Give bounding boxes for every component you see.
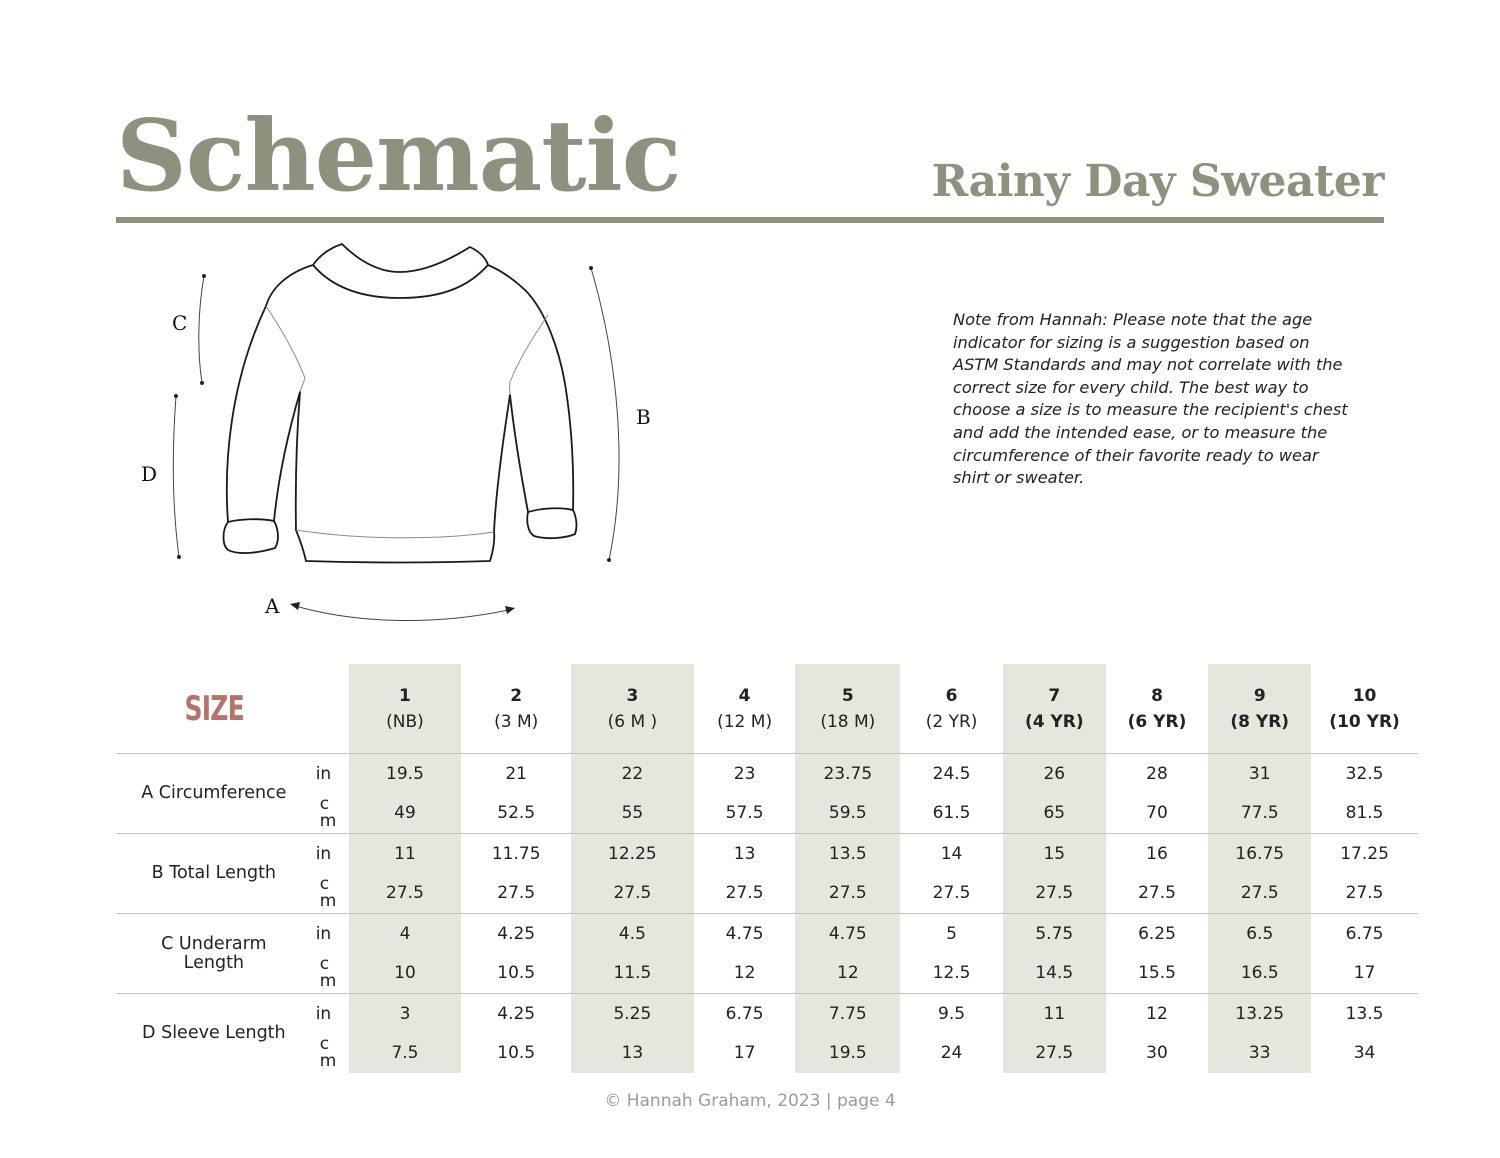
size-number: 10 bbox=[1352, 685, 1377, 706]
table-cell: 4 bbox=[349, 914, 462, 954]
table-cell: 11 bbox=[349, 834, 462, 874]
label-d: D bbox=[141, 462, 158, 486]
table-cell: 77.5 bbox=[1208, 794, 1311, 834]
size-header-10 bbox=[1311, 664, 1418, 754]
table-cell: 7.5 bbox=[349, 1034, 462, 1074]
table-cell: 21 bbox=[461, 754, 571, 794]
size-number: 4 bbox=[738, 685, 751, 706]
table-cell: 17 bbox=[1353, 963, 1376, 984]
page-title: Schematic bbox=[116, 99, 681, 214]
size-header-5 bbox=[795, 664, 900, 754]
unit-heading-cell bbox=[312, 664, 349, 754]
size-number: 2 bbox=[510, 685, 523, 706]
table-cell: 27.5 bbox=[571, 874, 694, 914]
table-cell: 27.5 bbox=[1138, 883, 1176, 904]
table-row bbox=[116, 834, 1418, 874]
unit-cm: c m bbox=[319, 954, 337, 992]
table-cell: 6.75 bbox=[694, 994, 796, 1034]
table-cell: 17.25 bbox=[1311, 834, 1418, 874]
table-row bbox=[116, 794, 1418, 834]
table-cell: 23 bbox=[694, 754, 796, 794]
table-cell: 12.5 bbox=[932, 963, 971, 984]
table-cell: 12 bbox=[733, 963, 756, 984]
table-cell: 27.5 bbox=[725, 883, 764, 904]
size-header-1 bbox=[349, 664, 462, 754]
table-cell: 13.5 bbox=[1311, 994, 1418, 1034]
unit-cm: c m bbox=[319, 874, 337, 912]
table-cell: 6.75 bbox=[1311, 914, 1418, 954]
size-age: (4 YR) bbox=[1024, 711, 1084, 732]
size-age: (8 YR) bbox=[1230, 711, 1290, 732]
table-cell: 9.5 bbox=[900, 994, 1003, 1034]
table-cell: 13 bbox=[694, 834, 796, 874]
table-cell: 24 bbox=[940, 1043, 963, 1064]
table-cell: 52.5 bbox=[497, 803, 536, 824]
table-cell: 23.75 bbox=[795, 754, 900, 794]
label-b: B bbox=[636, 405, 651, 429]
table-row bbox=[116, 994, 1418, 1034]
table-cell: 12.25 bbox=[571, 834, 694, 874]
table-cell: 70 bbox=[1146, 803, 1168, 824]
table-cell: 6.25 bbox=[1106, 914, 1209, 954]
size-age: (3 M) bbox=[494, 711, 539, 732]
table-cell: 27.5 bbox=[497, 883, 536, 904]
size-header-9 bbox=[1208, 664, 1311, 754]
size-age: (10 YR) bbox=[1329, 711, 1400, 732]
size-number: 9 bbox=[1253, 685, 1266, 706]
table-cell: 11.5 bbox=[571, 954, 694, 994]
table-cell: 15.5 bbox=[1138, 963, 1176, 984]
unit-in: in bbox=[312, 994, 349, 1034]
size-age: (12 M) bbox=[717, 711, 773, 732]
table-cell: 27.5 bbox=[795, 874, 900, 914]
table-cell: 4.5 bbox=[571, 914, 694, 954]
table-cell: 11 bbox=[1003, 994, 1106, 1034]
table-cell: 27.5 bbox=[1003, 1034, 1106, 1074]
table-cell: 22 bbox=[571, 754, 694, 794]
size-number: 7 bbox=[1048, 685, 1061, 706]
table-row bbox=[116, 754, 1418, 794]
label-c: C bbox=[172, 311, 188, 335]
size-age: (6 M ) bbox=[607, 711, 658, 732]
table-cell: 10.5 bbox=[497, 963, 536, 984]
measurement-label: C Underarm Length bbox=[116, 914, 312, 994]
size-header-3 bbox=[571, 664, 694, 754]
table-cell: 61.5 bbox=[932, 803, 971, 824]
unit-cm: c m bbox=[319, 1034, 337, 1072]
size-number: 1 bbox=[399, 685, 411, 706]
table-cell: 27.5 bbox=[1003, 874, 1106, 914]
size-heading-cell bbox=[116, 664, 312, 754]
table-cell: 10.5 bbox=[497, 1043, 536, 1064]
unit-in: in bbox=[312, 914, 349, 954]
table-cell: 15 bbox=[1003, 834, 1106, 874]
table-row bbox=[116, 874, 1418, 914]
label-a: A bbox=[265, 594, 280, 618]
table-cell: 57.5 bbox=[725, 803, 764, 824]
table-row bbox=[116, 954, 1418, 994]
size-header-7 bbox=[1003, 664, 1106, 754]
table-cell: 3 bbox=[349, 994, 462, 1034]
table-cell: 27.5 bbox=[349, 874, 462, 914]
size-age: (6 YR) bbox=[1127, 711, 1187, 732]
table-cell: 55 bbox=[571, 794, 694, 834]
table-cell: 28 bbox=[1106, 754, 1209, 794]
size-number: 5 bbox=[841, 685, 854, 706]
sweater-outline bbox=[224, 244, 577, 563]
size-header-4 bbox=[694, 664, 796, 754]
measurement-label: D Sleeve Length bbox=[116, 994, 312, 1074]
measure-lines bbox=[173, 268, 619, 621]
table-cell: 16 bbox=[1106, 834, 1209, 874]
size-number: 6 bbox=[945, 685, 958, 706]
table-cell: 19.5 bbox=[795, 1034, 900, 1074]
table-cell: 30 bbox=[1146, 1043, 1168, 1064]
table-cell: 49 bbox=[349, 794, 462, 834]
table-cell: 65 bbox=[1003, 794, 1106, 834]
table-cell: 4.25 bbox=[461, 994, 571, 1034]
table-cell: 16.5 bbox=[1208, 954, 1311, 994]
size-number: 8 bbox=[1151, 685, 1163, 706]
table-cell: 7.75 bbox=[795, 994, 900, 1034]
table-cell: 4.75 bbox=[795, 914, 900, 954]
page-footer: © Hannah Graham, 2023 | page 4 bbox=[604, 1091, 896, 1111]
size-heading: SIZE bbox=[184, 688, 244, 729]
sweater-schematic bbox=[120, 230, 680, 650]
table-cell: 27.5 bbox=[1208, 874, 1311, 914]
table-cell: 81.5 bbox=[1345, 803, 1384, 824]
size-header-8 bbox=[1106, 664, 1209, 754]
table-cell: 33 bbox=[1208, 1034, 1311, 1074]
unit-in: in bbox=[312, 754, 349, 794]
size-age: (2 YR) bbox=[925, 711, 978, 732]
table-cell: 59.5 bbox=[795, 794, 900, 834]
table-cell: 4.75 bbox=[694, 914, 796, 954]
size-age: (18 M) bbox=[820, 711, 876, 732]
table-cell: 12 bbox=[1106, 994, 1209, 1034]
measurement-label: A Circumference bbox=[116, 754, 312, 834]
table-cell: 5 bbox=[900, 914, 1003, 954]
table-cell: 32.5 bbox=[1311, 754, 1418, 794]
size-number: 3 bbox=[626, 685, 639, 706]
table-cell: 5.75 bbox=[1003, 914, 1106, 954]
unit-cm: c m bbox=[319, 794, 337, 832]
table-row bbox=[116, 914, 1418, 954]
size-header-2 bbox=[461, 664, 571, 754]
unit-in: in bbox=[312, 834, 349, 874]
pattern-name: Rainy Day Sweater bbox=[931, 156, 1384, 207]
table-cell: 11.75 bbox=[461, 834, 571, 874]
table-cell: 13.5 bbox=[795, 834, 900, 874]
table-cell: 27.5 bbox=[932, 883, 971, 904]
table-cell: 12 bbox=[795, 954, 900, 994]
table-cell: 17 bbox=[733, 1043, 756, 1064]
table-cell: 13.25 bbox=[1208, 994, 1311, 1034]
table-cell: 26 bbox=[1003, 754, 1106, 794]
table-cell: 24.5 bbox=[900, 754, 1003, 794]
measurement-label: B Total Length bbox=[116, 834, 312, 914]
table-row bbox=[116, 1034, 1418, 1074]
table-cell: 4.25 bbox=[461, 914, 571, 954]
table-cell: 14 bbox=[900, 834, 1003, 874]
size-table bbox=[116, 664, 1418, 1073]
table-cell: 5.25 bbox=[571, 994, 694, 1034]
table-cell: 34 bbox=[1353, 1043, 1376, 1064]
table-cell: 19.5 bbox=[349, 754, 462, 794]
table-cell: 16.75 bbox=[1208, 834, 1311, 874]
table-cell: 27.5 bbox=[1345, 883, 1384, 904]
size-age: (NB) bbox=[386, 711, 424, 732]
table-cell: 6.5 bbox=[1208, 914, 1311, 954]
table-cell: 10 bbox=[349, 954, 462, 994]
table-cell: 13 bbox=[571, 1034, 694, 1074]
sizing-note: Note from Hannah: Please note that the age indicator for sizing is a suggestion based on ASTM Standards and may not correlate with the correct size for every child. The best way to choose a size is to measure the recipient's chest and add the intended ease, or to measure the circumference of their favorite ready to wear shirt or sweater. bbox=[953, 310, 1348, 488]
table-cell: 31 bbox=[1208, 754, 1311, 794]
title-rule bbox=[116, 217, 1384, 223]
table-cell: 14.5 bbox=[1003, 954, 1106, 994]
size-header-6 bbox=[900, 664, 1003, 754]
